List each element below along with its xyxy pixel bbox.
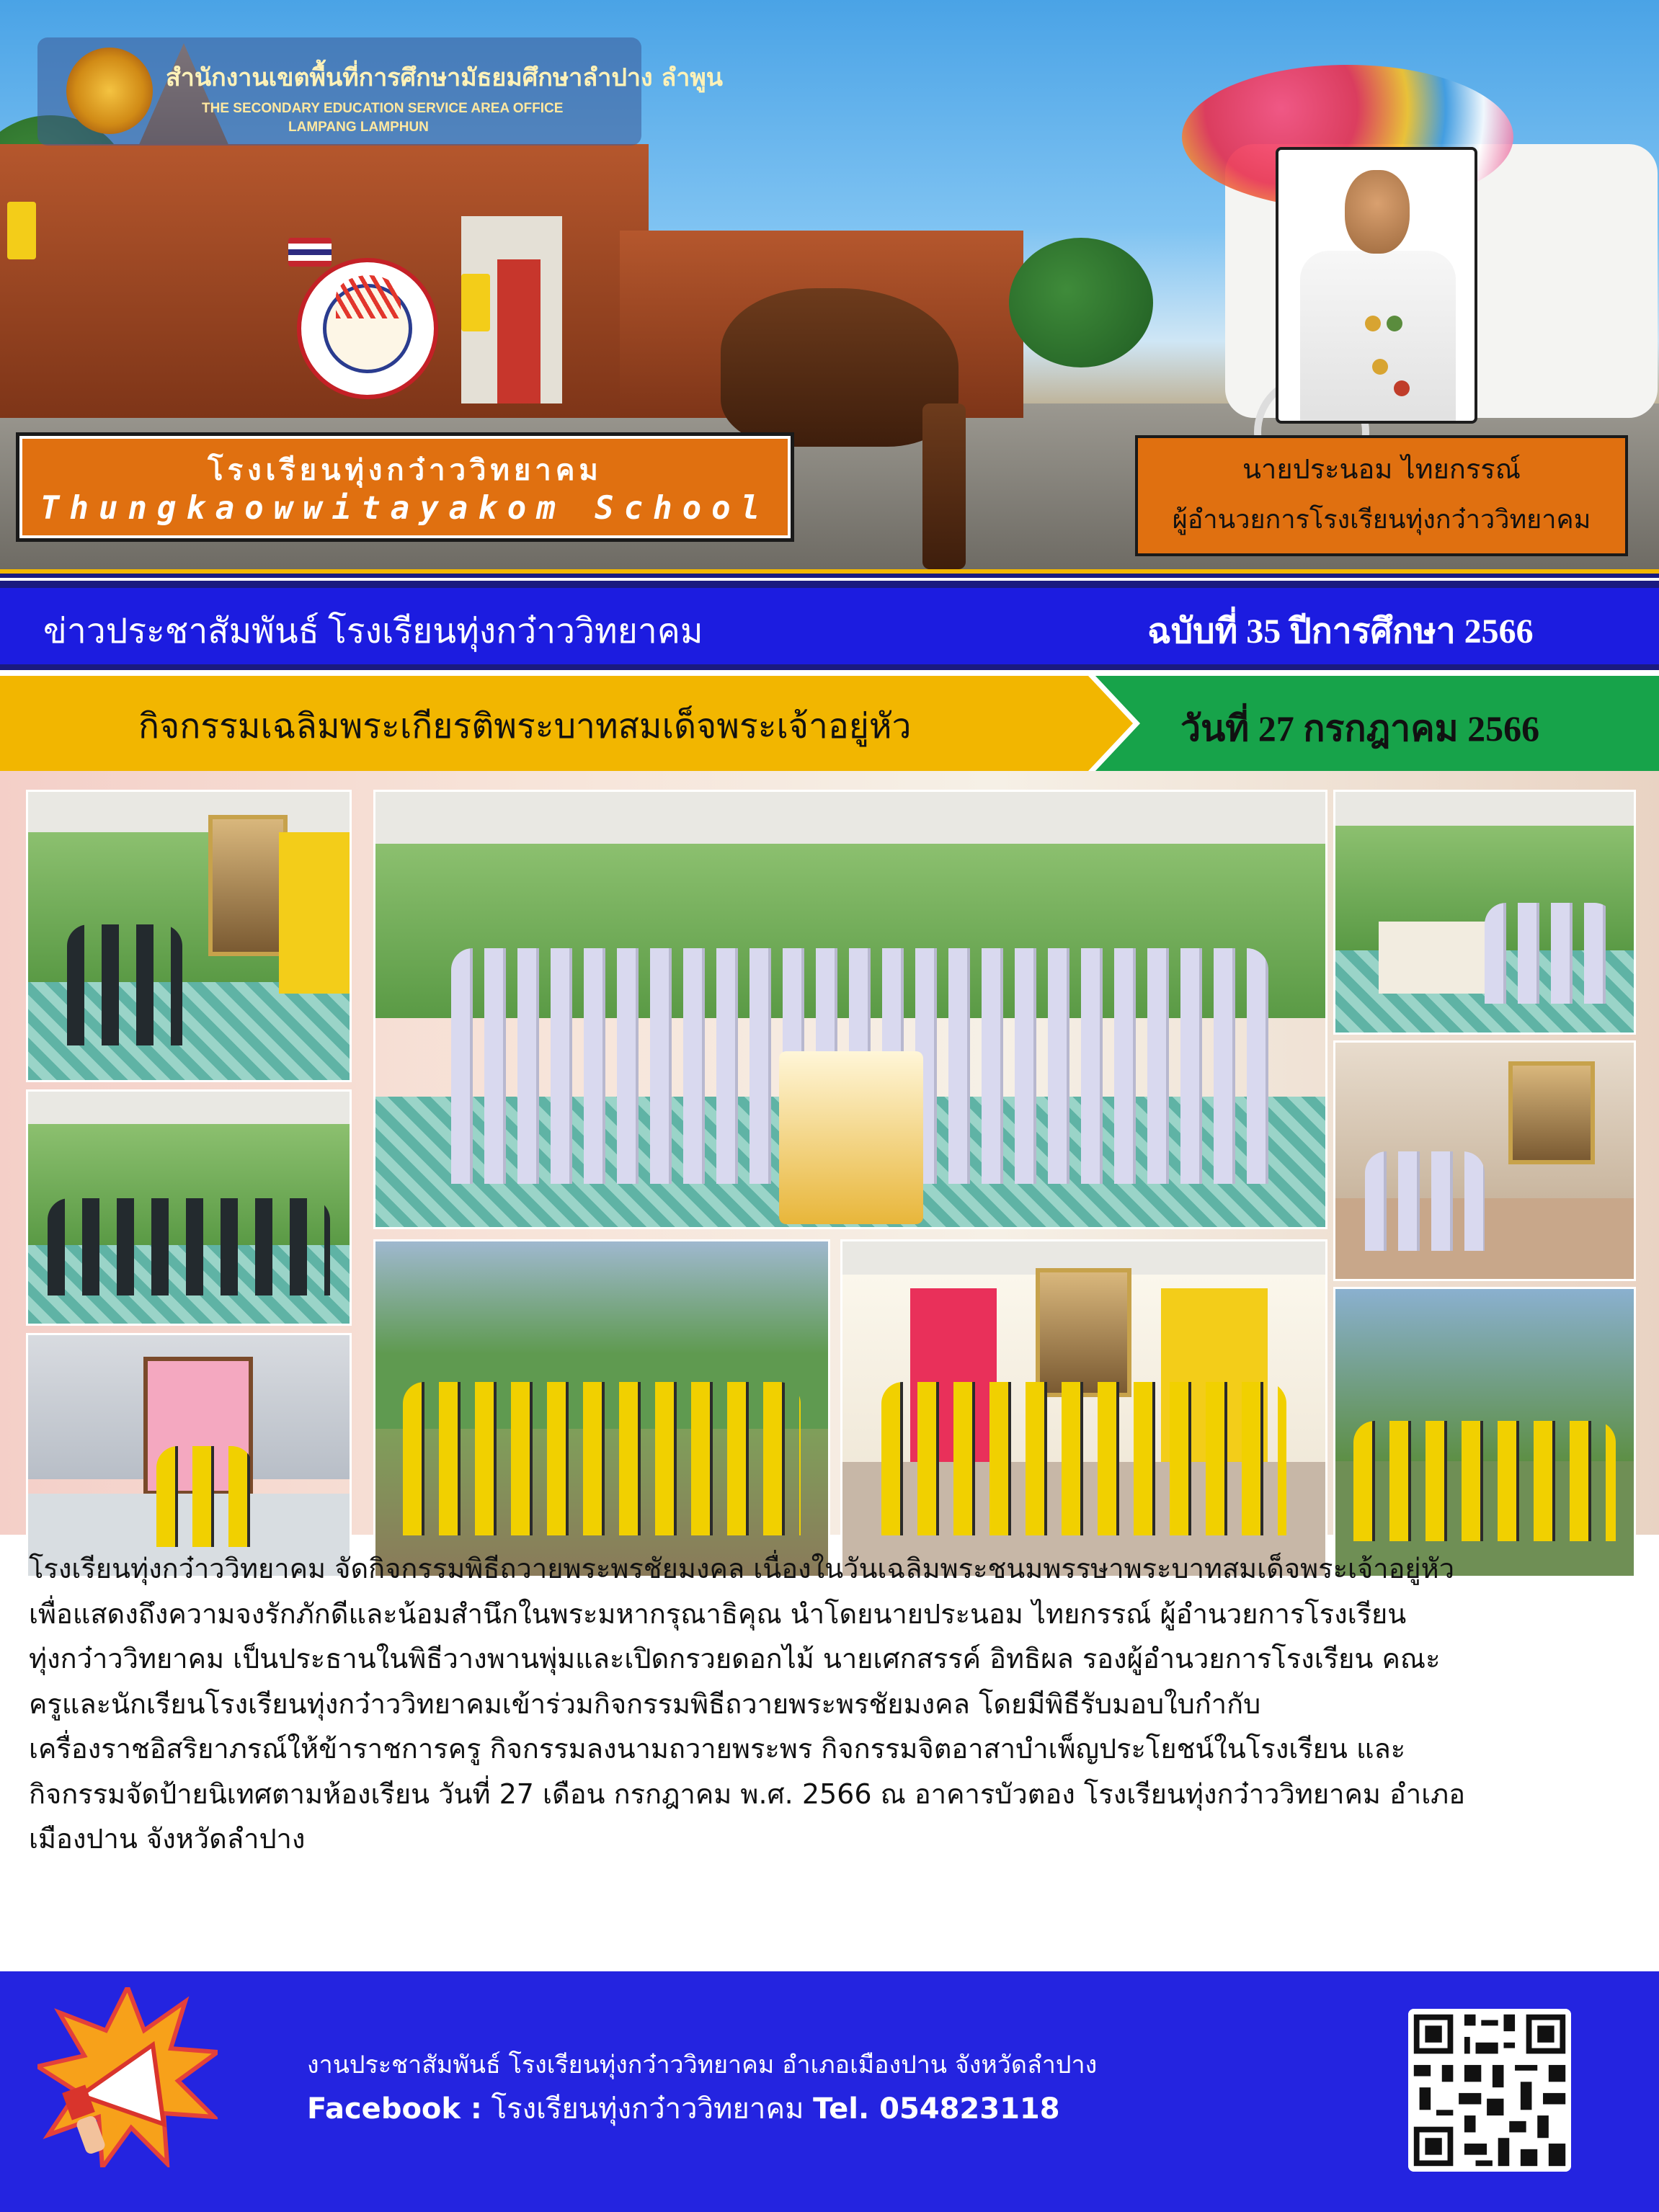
activity-date: วันที่ 27 กรกฎาคม 2566 [1180,708,1540,749]
news-body [29,1546,1630,1862]
office-name-th: สำนักงานเขตพื้นที่การศึกษามัธยมศึกษาลำปาง ลำพูน [166,63,724,92]
photo-volunteer-work [373,1239,830,1578]
horse-leg [922,403,966,569]
megaphone-icon [37,1987,218,2167]
divider-stripe-2 [0,664,1659,676]
photo-award-receiving [1333,1040,1636,1281]
red-door [497,259,541,403]
facebook-page-name[interactable]: โรงเรียนทุ่งกว๋าววิทยาคม [491,2092,804,2126]
yellow-flag-left [7,202,36,259]
body-line-5: เครื่องราชอิสริยาภรณ์ให้ข้าราชการครู กิจกรรมลงนามถวายพระพร กิจกรรมจิตอาสาบำเพ็ญประโยชน์ในโรงเรียน และ [29,1733,1406,1765]
office-name-en-line2: LAMPANG LAMPHUN [288,120,429,135]
school-emblem-icon [297,258,438,399]
footer-contact [307,2085,1060,2131]
body-line-1: โรงเรียนทุ่งกว๋าววิทยาคม จัดกิจกรรมพิธีถวายพระพรชัยมงคล เนื่องในวันเฉลิมพระชนมพรรษาพระบาทสมเด็จพระเจ้าอยู่หัว [29,1553,1455,1584]
facebook-label: Facebook : [307,2092,482,2126]
body-line-2: เพื่อแสดงถึงความจงรักภักดีและน้อมสำนึกในพระมหากรุณาธิคุณ นำโดยนายประนอม ไทยกรรณ์ ผู้อำนวยการโรงเรียน [29,1597,1407,1630]
photo-students-line [26,1089,352,1326]
body-line-4: ครูและนักเรียนโรงเรียนทุ่งกว๋าววิทยาคมเข้าร่วมกิจกรรมพิธีถวายพระพรชัยมงคล โดยมีพิธีรับมอบใบกำกับ [29,1687,1261,1720]
school-name-en: Thungkaowwitayakom School [40,490,770,527]
director-photo [1276,147,1477,424]
issue-number: ฉบับที่ 35 ปีการศึกษา 2566 [1147,612,1534,651]
photo-ceremony-1 [26,790,352,1082]
office-name-en-line1: THE SECONDARY EDUCATION SERVICE AREA OFFICE [202,101,564,116]
body-line-6: กิจกรรมจัดป้ายนิเทศตามห้องเรียน วันที่ 27 เดือน กรกฎาคม พ.ศ. 2566 ณ อาคารบัวตอง โรงเรียนทุ่งกว๋าววิทยาคม อำเภอ [29,1778,1466,1810]
thai-flag [288,238,332,267]
photo-collage [0,771,1659,1535]
footer-department: งานประชาสัมพันธ์ โรงเรียนทุ่งกว๋าววิทยาคม อำเภอเมืองปาน จังหวัดลำปาง [307,2051,1098,2079]
director-title: ผู้อำนวยการโรงเรียนทุ่งกว๋าววิทยาคม [1172,505,1591,535]
activity-title: กิจกรรมเฉลิมพระเกียรติพระบาทสมเด็จพระเจ้าอยู่หัว [138,708,912,746]
photo-teachers-yellow [840,1239,1327,1578]
divider-stripe [0,569,1659,588]
tree-right [1009,238,1153,367]
photo-signing [1333,790,1636,1035]
qr-code-icon[interactable] [1408,2009,1571,2172]
body-line-7: เมืองปาน จังหวัดลำปาง [29,1823,306,1855]
photo-bulletin-board [26,1333,352,1578]
director-name: นายประนอม ไทยกรรณ์ [1242,453,1521,485]
office-emblem-icon [66,48,153,134]
school-name-th: โรงเรียนทุ่งกว๋าววิทยาคม [208,454,602,487]
telephone[interactable]: Tel. 054823118 [813,2092,1060,2126]
pr-title: ข่าวประชาสัมพันธ์ โรงเรียนทุ่งกว๋าววิทยาคม [43,612,703,651]
photo-students-outdoor [1333,1287,1636,1578]
photo-group-ceremony [373,790,1327,1229]
yellow-flag [461,274,490,331]
body-line-3: ทุ่งกว๋าววิทยาคม เป็นประธานในพิธีวางพานพุ่มและเปิดกรวยดอกไม้ นายเศกสรรค์ อิทธิผล รองผู้อำนวยการโรงเรียน คณะ [29,1643,1441,1674]
